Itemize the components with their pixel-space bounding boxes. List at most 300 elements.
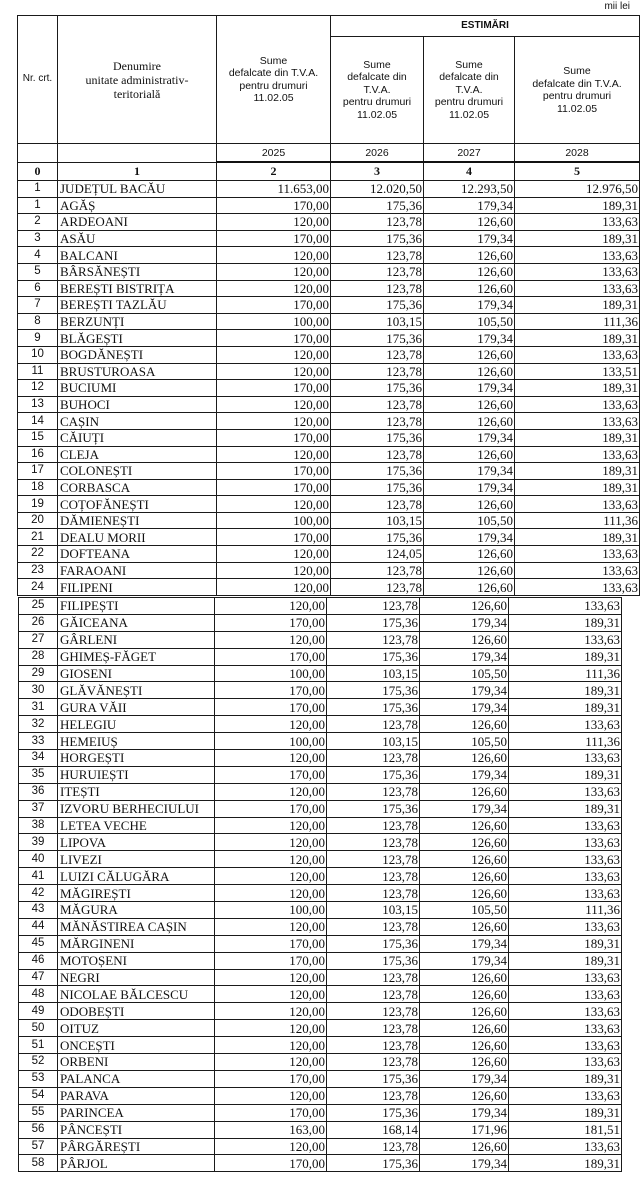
value-2028: 133,63 bbox=[509, 598, 622, 615]
unit-name: LUIZI CĂLUGĂRA bbox=[58, 868, 215, 885]
value-2025: 120,00 bbox=[217, 546, 331, 563]
header-line: pentru drumuri bbox=[342, 96, 412, 109]
value-2026: 123,78 bbox=[327, 1087, 420, 1104]
data-table-bottom bbox=[18, 597, 622, 1172]
value-2026: 175,36 bbox=[327, 699, 420, 716]
table-row bbox=[19, 834, 622, 851]
value-2025: 120,00 bbox=[215, 750, 327, 767]
table-row bbox=[19, 1020, 622, 1037]
value-2026: 123,78 bbox=[327, 1054, 420, 1071]
value-2025: 120,00 bbox=[215, 851, 327, 868]
table-row bbox=[19, 665, 622, 682]
value-2025: 170,00 bbox=[215, 682, 327, 699]
unit-name: GHIMEȘ-FĂGET bbox=[58, 648, 215, 665]
value-2027: 179,34 bbox=[420, 766, 509, 783]
table-row bbox=[19, 1155, 622, 1172]
value-2025: 170,00 bbox=[215, 1155, 327, 1172]
unit-name: COȚOFĂNEȘTI bbox=[58, 496, 217, 513]
unit-name: CĂIUȚI bbox=[58, 429, 217, 446]
table-row bbox=[19, 733, 622, 750]
value-2026: 123,78 bbox=[331, 413, 424, 430]
value-2026: 175,36 bbox=[331, 463, 424, 480]
row-number: 31 bbox=[19, 699, 58, 716]
value-2026: 123,78 bbox=[327, 969, 420, 986]
row-number: 17 bbox=[18, 463, 58, 480]
table-row bbox=[18, 380, 640, 397]
header-line: pentru drumuri bbox=[434, 96, 504, 109]
value-2027: 179,34 bbox=[424, 479, 515, 496]
value-2027: 126,60 bbox=[424, 496, 515, 513]
row-number: 50 bbox=[19, 1020, 58, 1037]
row-number: 58 bbox=[19, 1155, 58, 1172]
row-number: 27 bbox=[19, 631, 58, 648]
value-2028: 189,31 bbox=[509, 699, 622, 716]
value-2026: 123,78 bbox=[327, 1020, 420, 1037]
value-2027: 179,34 bbox=[424, 429, 515, 446]
table-row bbox=[19, 1070, 622, 1087]
value-2028: 133,63 bbox=[509, 851, 622, 868]
row-number: 7 bbox=[18, 297, 58, 314]
value-2025: 120,00 bbox=[215, 1037, 327, 1054]
value-2027: 126,60 bbox=[420, 834, 509, 851]
value-2025: 170,00 bbox=[217, 297, 331, 314]
value-2027: 179,34 bbox=[420, 1104, 509, 1121]
unit-name: GLĂVĂNEȘTI bbox=[58, 682, 215, 699]
unit-name: MĂGURA bbox=[58, 902, 215, 919]
value-2027: 179,34 bbox=[424, 197, 515, 214]
value-2026: 123,78 bbox=[327, 1138, 420, 1155]
value-2028: 133,63 bbox=[515, 214, 640, 231]
header-col-2026 bbox=[331, 37, 424, 144]
row-number: 49 bbox=[19, 1003, 58, 1020]
table-row bbox=[18, 546, 640, 563]
index-cell: 3 bbox=[331, 162, 424, 181]
row-number: 34 bbox=[19, 750, 58, 767]
value-2027: 126,60 bbox=[424, 413, 515, 430]
value-2025: 170,00 bbox=[215, 1104, 327, 1121]
header-line: defalcate din bbox=[347, 71, 407, 84]
row-number: 16 bbox=[18, 446, 58, 463]
table-row bbox=[19, 766, 622, 783]
table-row bbox=[19, 952, 622, 969]
value-2026: 123,78 bbox=[327, 631, 420, 648]
row-number: 10 bbox=[18, 346, 58, 363]
header-col-2027 bbox=[424, 37, 515, 144]
table-row bbox=[19, 800, 622, 817]
value-2027: 126,60 bbox=[420, 750, 509, 767]
table-row bbox=[19, 614, 622, 631]
value-2025: 170,00 bbox=[215, 800, 327, 817]
header-line: pentru drumuri bbox=[239, 79, 308, 92]
row-number: 21 bbox=[18, 529, 58, 546]
value-2028: 189,31 bbox=[515, 330, 640, 347]
value-2028: 133,63 bbox=[515, 280, 640, 297]
header-denumire-line: teritorială bbox=[113, 86, 161, 101]
row-number: 46 bbox=[19, 952, 58, 969]
unit-name: BLĂGEȘTI bbox=[58, 330, 217, 347]
value-2026: 175,36 bbox=[327, 648, 420, 665]
value-2026: 175,36 bbox=[327, 1070, 420, 1087]
value-2028: 133,63 bbox=[509, 1037, 622, 1054]
table-row bbox=[19, 969, 622, 986]
unit-name: GÂRLENI bbox=[58, 631, 215, 648]
value-2027: 126,60 bbox=[420, 783, 509, 800]
value-2027: 126,60 bbox=[424, 247, 515, 264]
index-cell: 2 bbox=[217, 162, 331, 181]
value-2027: 126,60 bbox=[420, 969, 509, 986]
table-row bbox=[19, 918, 622, 935]
header-line: 11.02.05 bbox=[448, 108, 490, 121]
value-2028: 133,63 bbox=[509, 986, 622, 1003]
value-2025: 120,00 bbox=[217, 214, 331, 231]
data-table-top bbox=[17, 15, 640, 596]
row-number: 40 bbox=[19, 851, 58, 868]
table-row bbox=[18, 496, 640, 513]
value-2025: 100,00 bbox=[215, 902, 327, 919]
row-number: 12 bbox=[18, 380, 58, 397]
value-2028: 189,31 bbox=[509, 800, 622, 817]
value-2025: 120,00 bbox=[215, 1003, 327, 1020]
table-row bbox=[19, 682, 622, 699]
value-2027: 126,60 bbox=[420, 716, 509, 733]
value-2028: 133,63 bbox=[509, 1138, 622, 1155]
header-line: 11.02.05 bbox=[253, 92, 294, 104]
unit-name: ITEȘTI bbox=[58, 783, 215, 800]
value-2027: 179,34 bbox=[420, 682, 509, 699]
value-2026: 123,78 bbox=[331, 396, 424, 413]
value-2027: 126,60 bbox=[424, 579, 515, 596]
unit-name: NEGRI bbox=[58, 969, 215, 986]
unit-name: BALCANI bbox=[58, 247, 217, 264]
value-2027: 126,60 bbox=[424, 280, 515, 297]
table-row bbox=[18, 363, 640, 380]
value-2028: 111,36 bbox=[509, 665, 622, 682]
table-row bbox=[19, 868, 622, 885]
header-line: T.V.A. bbox=[363, 83, 391, 96]
unit-name: BEREȘTI BISTRIȚA bbox=[58, 280, 217, 297]
header-estimari: ESTIMĂRI bbox=[331, 16, 640, 37]
unit-name: FILIPEȘTI bbox=[58, 598, 215, 615]
value-2028: 189,31 bbox=[509, 1155, 622, 1172]
value-2026: 123,78 bbox=[331, 346, 424, 363]
value-2027: 179,34 bbox=[424, 529, 515, 546]
value-2027: 12.293,50 bbox=[424, 181, 515, 198]
table-row bbox=[19, 885, 622, 902]
value-2028: 111,36 bbox=[515, 313, 640, 330]
value-2025: 11.653,00 bbox=[217, 181, 331, 198]
value-2026: 103,15 bbox=[331, 313, 424, 330]
value-2025: 170,00 bbox=[217, 429, 331, 446]
row-number: 28 bbox=[19, 648, 58, 665]
value-2027: 171,96 bbox=[420, 1121, 509, 1138]
value-2027: 126,60 bbox=[420, 1003, 509, 1020]
value-2027: 105,50 bbox=[424, 313, 515, 330]
value-2025: 120,00 bbox=[215, 598, 327, 615]
unit-name: MOTOȘENI bbox=[58, 952, 215, 969]
value-2025: 120,00 bbox=[217, 363, 331, 380]
row-number: 48 bbox=[19, 986, 58, 1003]
table-part-top bbox=[17, 15, 638, 598]
unit-name: DĂMIENEȘTI bbox=[58, 512, 217, 529]
row-number: 20 bbox=[18, 512, 58, 529]
value-2028: 133,63 bbox=[515, 446, 640, 463]
value-2026: 124,05 bbox=[331, 546, 424, 563]
value-2027: 105,50 bbox=[420, 665, 509, 682]
value-2027: 126,60 bbox=[424, 446, 515, 463]
value-2026: 123,78 bbox=[327, 885, 420, 902]
value-2028: 189,31 bbox=[515, 197, 640, 214]
row-number: 35 bbox=[19, 766, 58, 783]
value-2028: 189,31 bbox=[509, 614, 622, 631]
value-2026: 123,78 bbox=[331, 579, 424, 596]
value-2027: 126,60 bbox=[424, 346, 515, 363]
value-2026: 175,36 bbox=[331, 479, 424, 496]
value-2025: 120,00 bbox=[217, 496, 331, 513]
value-2026: 123,78 bbox=[327, 834, 420, 851]
value-2027: 126,60 bbox=[420, 868, 509, 885]
header-line: defalcate din T.V.A. bbox=[532, 77, 622, 90]
value-2025: 170,00 bbox=[215, 766, 327, 783]
table-row bbox=[18, 562, 640, 579]
header-col-2028 bbox=[515, 37, 640, 144]
row-number: 26 bbox=[19, 614, 58, 631]
table-row bbox=[19, 716, 622, 733]
value-2025: 120,00 bbox=[215, 817, 327, 834]
value-2028: 189,31 bbox=[509, 682, 622, 699]
header-line: Sume bbox=[455, 58, 483, 71]
header-line: T.V.A. bbox=[455, 83, 483, 96]
row-number: 13 bbox=[18, 396, 58, 413]
value-2025: 120,00 bbox=[215, 1020, 327, 1037]
unit-name: FILIPENI bbox=[58, 579, 217, 596]
unit-name: MĂRGINENI bbox=[58, 935, 215, 952]
value-2028: 133,63 bbox=[509, 834, 622, 851]
table-row bbox=[19, 1054, 622, 1071]
unit-name: LIPOVA bbox=[58, 834, 215, 851]
value-2028: 189,31 bbox=[509, 1104, 622, 1121]
unit-name: HORGEȘTI bbox=[58, 750, 215, 767]
table-row bbox=[18, 214, 640, 231]
value-2026: 123,78 bbox=[331, 496, 424, 513]
row-number: 22 bbox=[18, 546, 58, 563]
table-row bbox=[18, 230, 640, 247]
row-number: 5 bbox=[18, 263, 58, 280]
value-2026: 175,36 bbox=[327, 682, 420, 699]
row-number: 6 bbox=[18, 280, 58, 297]
value-2028: 189,31 bbox=[515, 429, 640, 446]
table-row bbox=[19, 1087, 622, 1104]
unit-name: PÂRGĂREȘTI bbox=[58, 1138, 215, 1155]
value-2028: 133,63 bbox=[515, 346, 640, 363]
value-2025: 120,00 bbox=[215, 1138, 327, 1155]
table-body-bottom bbox=[19, 598, 622, 1172]
row-number: 51 bbox=[19, 1037, 58, 1054]
value-2025: 120,00 bbox=[217, 562, 331, 579]
value-2027: 126,60 bbox=[420, 817, 509, 834]
value-2028: 133,63 bbox=[509, 918, 622, 935]
value-2025: 120,00 bbox=[215, 1054, 327, 1071]
value-2027: 126,60 bbox=[424, 562, 515, 579]
table-row bbox=[19, 598, 622, 615]
value-2027: 126,60 bbox=[424, 214, 515, 231]
header-line: Sume bbox=[259, 54, 288, 67]
value-2028: 189,31 bbox=[515, 297, 640, 314]
value-2026: 175,36 bbox=[331, 297, 424, 314]
row-number: 25 bbox=[19, 598, 58, 615]
unit-name: BRUSTUROASA bbox=[58, 363, 217, 380]
row-number: 32 bbox=[19, 716, 58, 733]
unit-name: BÂRSĂNEȘTI bbox=[58, 263, 217, 280]
value-2026: 175,36 bbox=[331, 230, 424, 247]
unit-name: BOGDĂNEȘTI bbox=[58, 346, 217, 363]
value-2028: 133,63 bbox=[515, 396, 640, 413]
table-row bbox=[19, 935, 622, 952]
value-2026: 123,78 bbox=[331, 562, 424, 579]
value-2025: 120,00 bbox=[217, 280, 331, 297]
unit-name: HEMEIUȘ bbox=[58, 733, 215, 750]
table-row bbox=[18, 280, 640, 297]
row-number: 3 bbox=[18, 230, 58, 247]
value-2026: 175,36 bbox=[331, 330, 424, 347]
value-2026: 175,36 bbox=[331, 197, 424, 214]
table-row bbox=[19, 1138, 622, 1155]
row-number: 54 bbox=[19, 1087, 58, 1104]
value-2026: 123,78 bbox=[327, 817, 420, 834]
value-2028: 12.976,50 bbox=[515, 181, 640, 198]
unit-name: GIOSENI bbox=[58, 665, 215, 682]
unit-name: LETEA VECHE bbox=[58, 817, 215, 834]
row-number: 56 bbox=[19, 1121, 58, 1138]
unit-name: BERZUNȚI bbox=[58, 313, 217, 330]
value-2027: 126,60 bbox=[420, 1054, 509, 1071]
year-2027: 2027 bbox=[424, 144, 515, 163]
table-row bbox=[18, 463, 640, 480]
table-row bbox=[18, 579, 640, 596]
table-row bbox=[18, 313, 640, 330]
year-2026: 2026 bbox=[331, 144, 424, 163]
table-row bbox=[18, 413, 640, 430]
row-number: 55 bbox=[19, 1104, 58, 1121]
value-2028: 133,63 bbox=[509, 868, 622, 885]
header-line: defalcate din T.V.A. bbox=[228, 67, 319, 79]
unit-name: ORBENI bbox=[58, 1054, 215, 1071]
value-2028: 133,63 bbox=[515, 247, 640, 264]
value-2028: 133,63 bbox=[509, 1003, 622, 1020]
value-2025: 170,00 bbox=[217, 529, 331, 546]
table-row bbox=[18, 263, 640, 280]
value-2026: 123,78 bbox=[327, 868, 420, 885]
value-2025: 170,00 bbox=[217, 230, 331, 247]
value-2026: 123,78 bbox=[327, 750, 420, 767]
value-2028: 181,51 bbox=[509, 1121, 622, 1138]
value-2026: 175,36 bbox=[331, 429, 424, 446]
header-denumire bbox=[58, 16, 217, 144]
value-2025: 170,00 bbox=[215, 1070, 327, 1087]
value-2025: 120,00 bbox=[217, 413, 331, 430]
value-2026: 123,78 bbox=[327, 1003, 420, 1020]
value-2027: 126,60 bbox=[420, 631, 509, 648]
header-col-2025 bbox=[217, 16, 331, 144]
value-2025: 120,00 bbox=[215, 986, 327, 1003]
value-2025: 170,00 bbox=[215, 648, 327, 665]
value-2028: 189,31 bbox=[515, 463, 640, 480]
unit-name: HELEGIU bbox=[58, 716, 215, 733]
table-row bbox=[19, 851, 622, 868]
table-part-bottom bbox=[18, 597, 621, 1173]
value-2026: 103,15 bbox=[327, 902, 420, 919]
value-2025: 100,00 bbox=[217, 313, 331, 330]
row-number: 11 bbox=[18, 363, 58, 380]
unit-label: mii lei bbox=[604, 1, 630, 12]
header-line: pentru drumuri bbox=[542, 90, 612, 102]
header-line: Sume bbox=[563, 65, 591, 77]
unit-name: NICOLAE BĂLCESCU bbox=[58, 986, 215, 1003]
value-2027: 126,60 bbox=[420, 885, 509, 902]
value-2025: 120,00 bbox=[215, 969, 327, 986]
row-number: 42 bbox=[19, 885, 58, 902]
value-2028: 189,31 bbox=[509, 952, 622, 969]
row-number: 36 bbox=[19, 783, 58, 800]
table-row bbox=[18, 346, 640, 363]
unit-name: CORBASCA bbox=[58, 479, 217, 496]
unit-name: PARINCEA bbox=[58, 1104, 215, 1121]
table-row bbox=[18, 247, 640, 264]
unit-name: AGĂȘ bbox=[58, 197, 217, 214]
row-number: 2 bbox=[18, 214, 58, 231]
table-row bbox=[19, 986, 622, 1003]
value-2027: 179,34 bbox=[420, 614, 509, 631]
value-2025: 170,00 bbox=[217, 380, 331, 397]
unit-name: MĂNĂSTIREA CAȘIN bbox=[58, 918, 215, 935]
table-row bbox=[19, 648, 622, 665]
year-2025: 2025 bbox=[217, 144, 331, 163]
row-number: 14 bbox=[18, 413, 58, 430]
value-2028: 111,36 bbox=[515, 512, 640, 529]
value-2026: 175,36 bbox=[331, 529, 424, 546]
value-2027: 126,60 bbox=[420, 851, 509, 868]
header-denumire-line: Denumire bbox=[113, 58, 161, 73]
row-number: 9 bbox=[18, 330, 58, 347]
unit-name: COLONEȘTI bbox=[58, 463, 217, 480]
row-number: 47 bbox=[19, 969, 58, 986]
value-2025: 100,00 bbox=[217, 512, 331, 529]
value-2027: 179,34 bbox=[424, 297, 515, 314]
value-2028: 133,63 bbox=[509, 969, 622, 986]
value-2026: 175,36 bbox=[331, 380, 424, 397]
value-2026: 123,78 bbox=[331, 446, 424, 463]
value-2027: 179,34 bbox=[420, 952, 509, 969]
row-number: 44 bbox=[19, 918, 58, 935]
row-number: 4 bbox=[18, 247, 58, 264]
value-2027: 105,50 bbox=[424, 512, 515, 529]
value-2027: 179,34 bbox=[420, 935, 509, 952]
row-number: 52 bbox=[19, 1054, 58, 1071]
value-2027: 105,50 bbox=[420, 733, 509, 750]
table-row bbox=[19, 902, 622, 919]
value-2025: 170,00 bbox=[217, 197, 331, 214]
table-row bbox=[19, 750, 622, 767]
table-row bbox=[19, 1104, 622, 1121]
value-2025: 170,00 bbox=[215, 614, 327, 631]
value-2026: 123,78 bbox=[327, 851, 420, 868]
value-2025: 120,00 bbox=[215, 918, 327, 935]
value-2026: 175,36 bbox=[327, 952, 420, 969]
row-number: 57 bbox=[19, 1138, 58, 1155]
table-row bbox=[18, 512, 640, 529]
header-line: 11.02.05 bbox=[556, 102, 598, 115]
value-2028: 189,31 bbox=[509, 935, 622, 952]
unit-name: PÂRJOL bbox=[58, 1155, 215, 1172]
